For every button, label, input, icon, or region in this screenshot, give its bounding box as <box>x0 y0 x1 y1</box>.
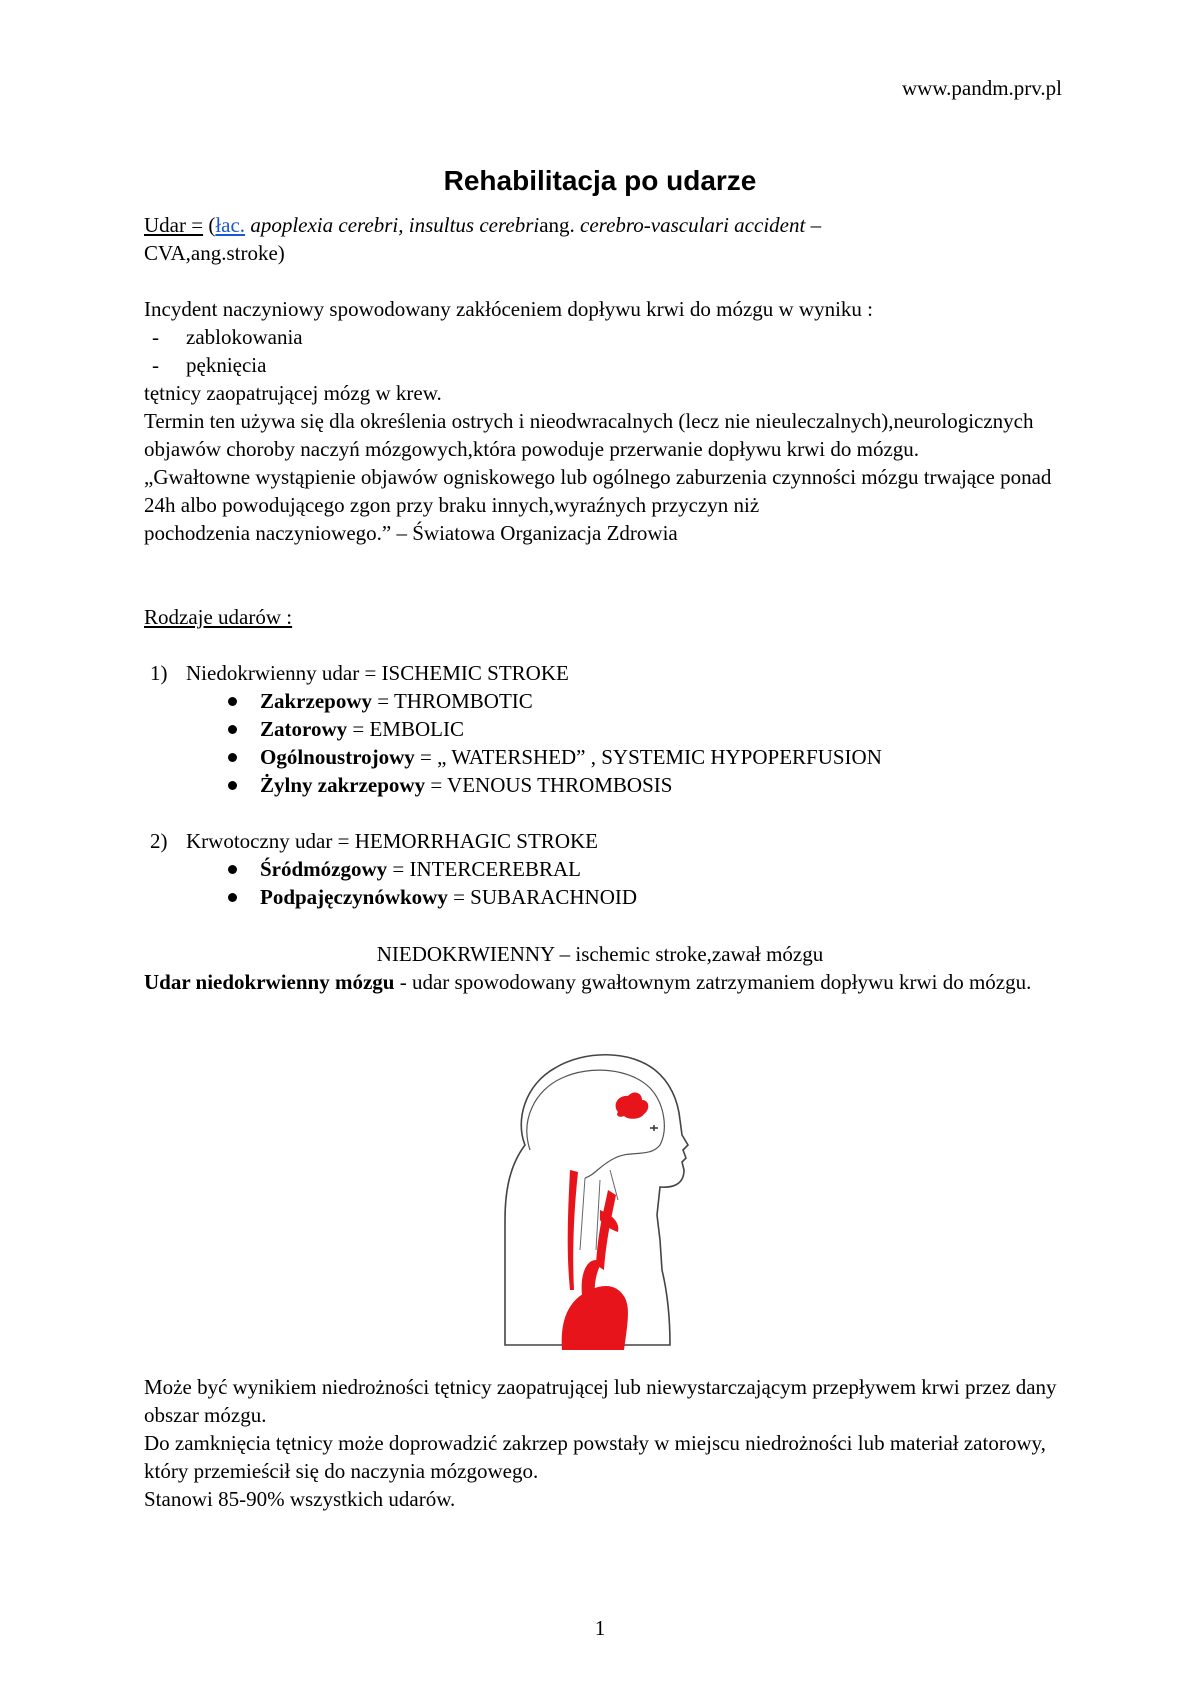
definition-paren: ( <box>203 213 216 237</box>
cause-item: - pęknięcia <box>144 351 1064 379</box>
eye-mark <box>650 1125 658 1131</box>
english-name: cerebro-vasculari accident <box>574 213 806 237</box>
vertebral-artery <box>568 1170 578 1290</box>
subtype-item: Zakrzepowy = THROMBOTIC <box>150 687 882 715</box>
subtype-item: Ogólnoustrojowy = „ WATERSHED” , SYSTEMIC HYPOPERFUSION <box>150 743 882 771</box>
ischemic-details <box>144 1373 1064 1513</box>
ischemic-heading: NIEDOKRWIENNY – ischemic stroke,zawał mózgu <box>376 942 824 966</box>
subtype-item: Zatorowy = EMBOLIC <box>150 715 882 743</box>
aortic-arch <box>562 1286 628 1350</box>
ischemic-term-rest: - udar spowodowany gwałtownym zatrzymaniem dopływu krwi do mózgu. <box>394 970 1032 994</box>
who-quote-end: pochodzenia naczyniowego.” – Światowa Organizacja Zdrowia <box>144 521 678 545</box>
ischemic-group <box>150 659 882 799</box>
subtype-item: Podpajęczynówkowy = SUBARACHNOID <box>150 883 637 911</box>
group-label: Niedokrwienny udar = ISCHEMIC STROKE <box>186 661 569 685</box>
definition-dash: – <box>805 213 822 237</box>
latin-names: apoplexia cerebri, insultus cerebri <box>245 213 540 237</box>
latin-link[interactable]: łac. <box>215 213 246 237</box>
ang-label: ang. <box>539 213 575 237</box>
intro-p2: Termin ten używa się dla określenia ostrych i nieodwracalnych (lecz nie nieuleczalnych),neurologicznych objawów choroby naczyń mózgowych,która powoduje przerwanie dopływu krwi do mózgu. <box>144 409 1034 461</box>
ischemic-p1: Może być wynikiem niedrożności tętnicy zaopatrującej lub niewystarczającym przepływem krwi przez dany obszar mózgu. <box>144 1375 1057 1427</box>
page-title: Rehabilitacja po udarze <box>443 165 757 196</box>
intro-section <box>144 295 1064 547</box>
cause-item: - zablokowania <box>144 323 1064 351</box>
definition-term: Udar = <box>144 213 204 237</box>
definition-line2: CVA,ang.stroke) <box>144 241 285 265</box>
ischemic-subtypes <box>150 687 882 799</box>
stroke-head-illustration <box>500 1050 720 1350</box>
brain-lesion <box>616 1093 649 1119</box>
cause-list <box>144 323 1064 379</box>
types-heading: Rodzaje udarów : <box>144 605 293 629</box>
ischemic-term: Udar niedokrwienny mózgu <box>144 970 395 994</box>
group-marker: 1) <box>150 661 168 685</box>
ischemic-definition <box>144 968 1064 996</box>
group-marker: 2) <box>150 829 168 853</box>
hemorrhagic-subtypes <box>150 855 637 911</box>
who-quote: „Gwałtowne wystąpienie objawów ogniskowego lub ogólnego zaburzenia czynności mózgu trwające ponad 24h albo powodującego zgon przy braku innych,wyraźnych przyczyn niż <box>144 465 1052 517</box>
page-number: 1 <box>594 1616 606 1640</box>
subtype-item: Żylny zakrzepowy = VENOUS THROMBOSIS <box>150 771 882 799</box>
ischemic-p2: Do zamknięcia tętnicy może doprowadzić zakrzep powstały w miejscu niedrożności lub materiał zatorowy, który przemieścił się do naczynia mózgowego. <box>144 1431 1046 1483</box>
definition <box>144 211 1064 267</box>
intro-line: Incydent naczyniowy spowodowany zakłóceniem dopływu krwi do mózgu w wyniku : <box>144 297 874 321</box>
group-label: Krwotoczny udar = HEMORRHAGIC STROKE <box>186 829 598 853</box>
intro-p1: tętnicy zaopatrującej mózg w krew. <box>144 381 442 405</box>
ischemic-p3: Stanowi 85-90% wszystkich udarów. <box>144 1487 456 1511</box>
subtype-item: Śródmózgowy = INTERCEREBRAL <box>150 855 637 883</box>
header-url: www.pandm.prv.pl <box>901 76 1062 100</box>
brain-outline <box>527 1070 664 1178</box>
hemorrhagic-group <box>150 827 637 911</box>
